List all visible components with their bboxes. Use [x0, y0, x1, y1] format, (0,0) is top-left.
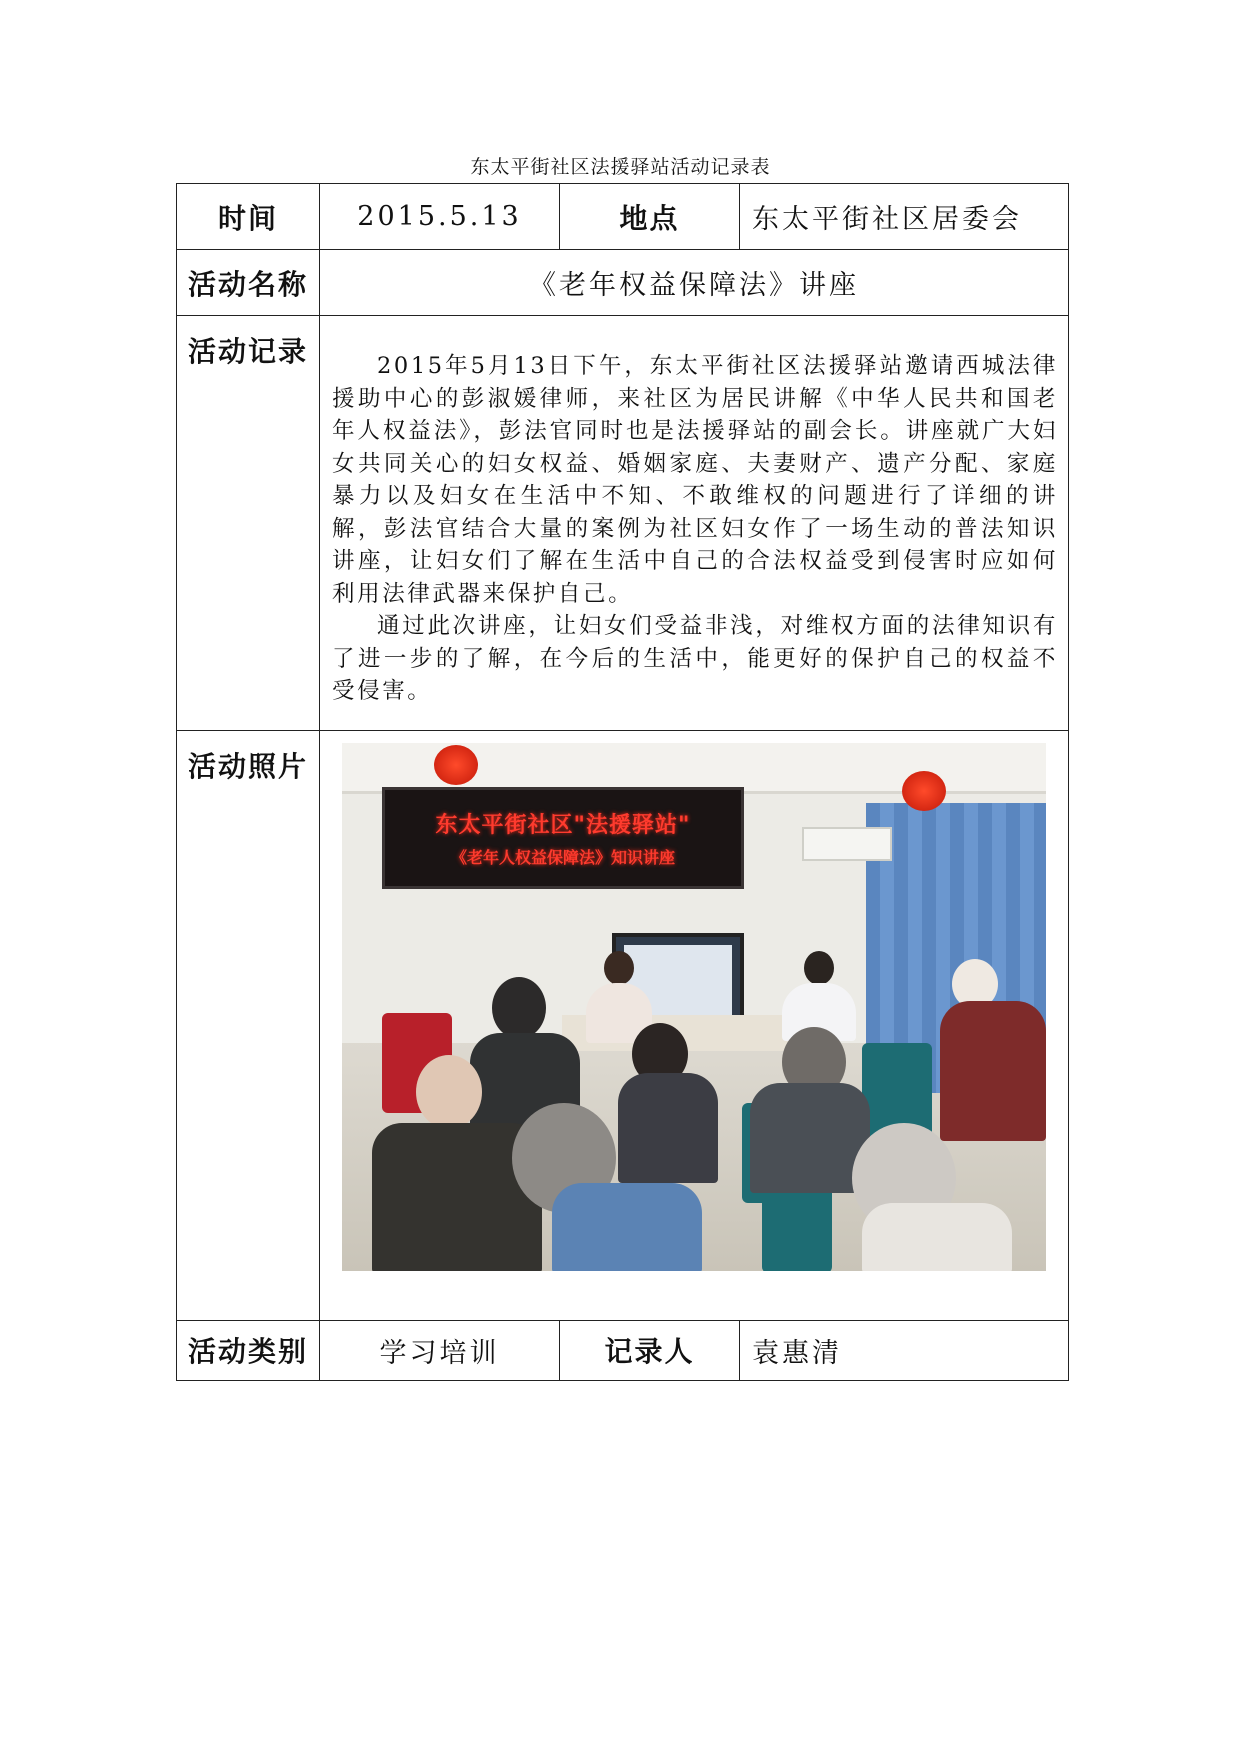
document-title: 东太平街社区法援驿站活动记录表: [470, 156, 771, 178]
photo-audience-body: [940, 1001, 1046, 1141]
activity-name-value: 《老年权益保障法》讲座: [320, 250, 1069, 316]
photo-lantern-left: [434, 745, 478, 785]
photo-lantern-right: [902, 771, 946, 811]
row-activity-record: [177, 316, 1069, 731]
led-banner-line-1: 东太平街社区"法援驿站": [435, 812, 691, 838]
row-time-place: [177, 184, 1069, 250]
photo-audience-head: [492, 977, 546, 1039]
activity-record-table: [176, 183, 1069, 1381]
photo-audience-body: [618, 1073, 718, 1183]
photo-air-conditioner: [802, 827, 892, 861]
category-value: 学习培训: [320, 1320, 560, 1380]
time-value: 2015.5.13: [320, 184, 560, 250]
photo-speaker-head: [604, 951, 634, 985]
photo-led-banner: [382, 787, 744, 889]
activity-photo-cell: [320, 730, 1069, 1320]
photo-speaker-head: [804, 951, 834, 985]
row-category-recorder: [177, 1320, 1069, 1380]
row-activity-photo: [177, 730, 1069, 1320]
row-activity-name: [177, 250, 1069, 316]
place-label: 地点: [560, 184, 740, 250]
activity-record-text: [320, 316, 1069, 731]
category-label: 活动类别: [177, 1320, 320, 1380]
time-label: 时间: [177, 184, 320, 250]
activity-record-label: 活动记录: [177, 316, 320, 731]
photo-audience-head: [416, 1055, 482, 1129]
photo-audience-body: [552, 1183, 702, 1271]
recorder-label: 记录人: [560, 1320, 740, 1380]
record-paragraph-1: 2015年5月13日下午，东太平街社区法援驿站邀请西城法律援助中心的彭淑媛律师，来社区为居民讲解《中华人民共和国老年人权益法》，彭法官同时也是法援驿站的副会长。讲座就广大妇女共同关心的妇女权益、婚姻家庭、夫妻财产、遗产分配、家庭暴力以及妇女在生活中不知、不敢维权的问题进行了详细的讲解，彭法官结合大量的案例为社区妇女作了一场生动的普法知识讲座，让妇女们了解在生活中自己的合法权益受到侵害时应如何利用法律武器来保护自己。: [332, 353, 1058, 607]
photo-audience-body: [862, 1203, 1012, 1271]
activity-photo: [342, 743, 1046, 1271]
record-paragraph-2: 通过此次讲座，让妇女们受益非浅，对维权方面的法律知识有了进一步的了解，在今后的生活中，能更好的保护自己的权益不受侵害。: [332, 613, 1058, 704]
activity-name-label: 活动名称: [177, 250, 320, 316]
activity-photo-label: 活动照片: [177, 730, 320, 1320]
led-banner-line-2: 《老年人权益保障法》知识讲座: [450, 847, 675, 867]
place-value: 东太平街社区居委会: [740, 184, 1069, 250]
recorder-value: 袁惠清: [740, 1320, 1069, 1380]
